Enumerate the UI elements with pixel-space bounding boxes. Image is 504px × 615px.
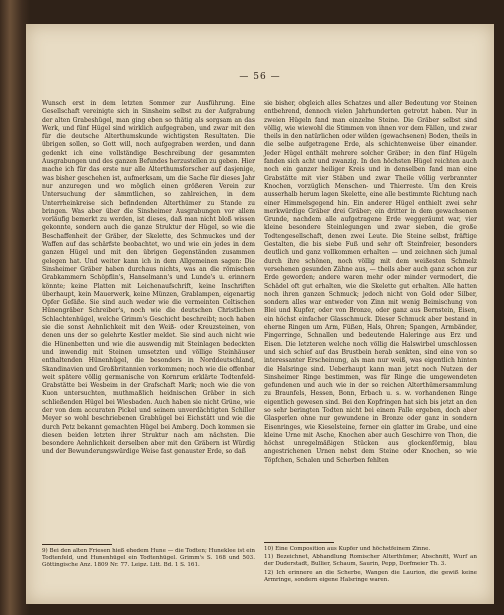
footnote-12: 12) Ich erinnere an die Scherbe, Wangen die Laurion, die gewiß keine Armringe, sondern eigene Halsringe waren. <box>264 569 477 583</box>
footnote-rule-right <box>264 542 334 543</box>
footnotes-left <box>42 548 255 571</box>
right-column-text: sie bisher, obgleich alles Schatzes und aller Bedeutung vor Steinen entbehrend, dennoch vielen Jahrhunderten getrotzt haben. Nur in zweien Hügeln fand man einzelne Steine. Die Gräber selbst sind völlig, wie wiewohl die Stimmen von ihnen vor dem Fällen, und zwar theils in den natürlichen oder wilden (gewachsenen) Boden, theils in die selbe aufgetragene Erde, als schichtenweise über einander. Jeder Hügel enthält mehrere solcher Gräber; in den fünf Hügeln fanden sich acht und zwanzig. In den höchsten Hügel reichten auch noch ein ganzer heiliger Kreis und in denselben fand man eine Grabstätte mit vier Stäben und zwar Theile völlig verbrannter Knochen, vorzüglich Menschen- und Thierreste. Um den Kreis ausserhalb herum lagen Skelette, eine alle bestimmte Richtung nach einer Himmelsgegend hin. Ein anderer Hügel enthielt zwei sehr merkwürdige Gräber drei Gräber; ein dritter in dem gewachsenen Grunde, nachdem alle aufgetragene Erde weggeräumt war, vier kleine besondere Steinlegungen und zwar sieben, die große Todtengesellschaft, denen zwei Leute. Die Steine selbst, fräftige Gestalten, die bis siebe Fuß und sehr oft Steinfreier, besonders deutlich und ganz vollkommen erhalten — und zeichnen sich jumal durch ihre schönen, noch völlig mit dem weißesten Schmelz versehenen gesunden Zähne aus, — theils aber auch ganz schon zur Erde geworden; andere waren mehr oder minder vermodert, die Schädel oft gut erhalten, wie die Skelette gut erhalten. Alle hatten noch ihren ganzen Schmuck; jedoch nicht von Gold oder Silber, sondern alles war entweder von Zinn mit wenig Beimischung von Blei und Kupfer, oder von Bronze, oder ganz aus Bernstein, Eisen, ein höchst einfacher Glasschmuck. Dieser Schmuck aber bestand in eherne Ringen um Arm, Füßen, Hals, Ohren; Spangen, Armbänder, Fingerringe, Schnallen und bedeutende Haleringe aus Erz und Eisen. Die letzteren welche noch völlig die Halswirbel umschlossen und sich schief auf das Brustbein herab senkten, sind eine von so interessanter Erscheinung, als man nur weiß, was eigentlich hinten die Halsringe sind. Ueberhaupt kann man jetzt noch Nutzen der Sinsheimer Ringe bestimmen, was für Ringe die umgewendeten gefundenen und auch wie in der so reichen Alterthümersammlung zu Braunfels, Hessen, Bonn, Erbach u. s. w. vorhandenen Ringe eigentlich gewesen sind. Bei den Kopfringen hat sich bis jetzt an den so sehr beringten Todten nicht bei einem Falle ergeben, doch aber Glasperlen ohne nur gewundene in Bronze oder ganz in sondern Eisenringes, wie Kieselsteine, ferner ein glatter im Grabe, und eine kleine Urne mit Asche, Knochen aber auch Geschirre von Thon, die höchst unregelmäßigen Stücken aus glockenförmig, blau angestrichenen Urnen nebst dem Steine oder Knochen, so wie Töpfchen, Schalen und Scherben fehlten <box>264 100 477 464</box>
footnotes-right <box>264 546 477 585</box>
right-column <box>264 100 477 465</box>
footnote-rule-left <box>42 544 112 545</box>
left-column-text: Wunsch erst in dem letzten Sommer zur Ausführung. Eine Gesellschaft vereinigte sich in Sinsheim selbst zu der Aufgrabung der alten Grabeshügel, man ging eben so thätig als sorgsam an das Werk, und fünf Hügel sind wirklich aufgegraben, und zwar mit den für die deutsche Alterthumskunde wichtigsten Resultaten. Die übrigen sollen, so Gott will, noch aufgegraben werden, und dann gedenkt ich eine vollständige Beschreibung der gesammten Ausgrabungen und des ganzen Befundes herzustellen zu geben. Hier mache ich für das erste nur alle Alterthumsforscher auf dasjenige, was bisher geschehen ist, aufmerksam, um die Sache für dieses Jahr nur anzuregen und wo möglich einen größeren Verein zur Untersuchung der sämmtlichen, so zahlreichen, in dem Unterrheinkreise sich befindenden Alterthümer zu Stande zu bringen. Was aber über die Sinsheimer Ausgrabungen vor allem vorläufig bemerkt zu werden, ist dieses, daß man nicht bloß wissen gekonnte, sondern auch die ganze Struktur der Hügel, so wie die Beschaffenheit der Gräber, der Skelette, des Schmuckes und der Waffen auf das schärfste beobachtet, wo und wie ein jedes in dem ganzen Hügel und mit den übrigen Gegenständen zusammen gelegen hat. Und weiter kann ich in dem Allgemeinen sagen: Die Sinsheimer Gräber haben durchaus nichts, was an die römischen Grabkammern Schöpflin's, Hanselmann's und Lunde's u. erinnern könnte; keine Platten mit Leichenaufschrift, keine Inschriften überhaupt, kein Mauerwerk, keine Münzen, Grablampen, eigenartig Opfer Gefäße. Sie sind auch weder wie die vermeinten Celtischen Hünengräber Schreiber's, noch wie die deutschen Christlichen Schlachtenhügel, welche Grimm's Geschicht beschreibt; noch haben sie die sonst Aehnlichkeit mit den Weiß- oder Kreuzsteinen, von denen uns der so gelehrte Kestler meldet. Sie sind auch nicht wie die Hünenbetten und wie die auswendig mit Steinlagen bedeckten und inwendig mit Steinen umsetzten und völlige Steinhäuser enthaltenden Hünenhügel, die besonders in Norddeutschland, Skandinavien und Großbritannien vorkommen; noch wie die offenbar weit spätere völlig germanische von Kornrum erklärte Todtenfeld-Grabstätte bei Wesbeim in der Grafschaft Mark; noch wie die von Kuon untersuchten, muthmaßlich heidnischen Gräber in sich schließenden Hügel bei Wiesbaden. Auch haben sie nicht Grüne, wie der von dem accuraten Pickel und seinem unverdächtigten Schiller Meyer so wohl beschriebenen Grabhügel bei Eichstätt und wie die durch Petz bekannt gemachten Hügel bei Amberg. Doch kommen sie diesen beiden letzten ihrer Struktur nach am nächsten. Die besondere Aehnlichkeit derselben aber mit den Gräbern ist Würdig und der Bewunderungswürdige Weise fast genauster Erde, so daß <box>42 100 255 456</box>
book-page <box>26 24 494 604</box>
footnote-11: 11) Bezeichnet, Abhandlung Romischer Alterthümer, Abschnitt, Wurf an der Duderstadt, Bullier, Schaum, Saurin, Pepp, Dorfmeier Th. 3. <box>264 554 477 568</box>
page-number: — 56 — <box>239 72 281 82</box>
footnote-10: 10) Eine Composition aus Kupfer und höchstfeinem Zinne. <box>264 546 431 552</box>
left-column <box>42 100 255 457</box>
footnote-9: 9) Bei den alten Friesen hieß ehedem Hune — die Todten; Huneklee ist ein Todtenfeld, und Hunenhügel ein Todtenhügel. Grimm's S. 168 und 503. Göttingische Anz. 1809 Nr. 77. Leipz. Litt. Bd. 1 S. 161. <box>42 548 255 569</box>
